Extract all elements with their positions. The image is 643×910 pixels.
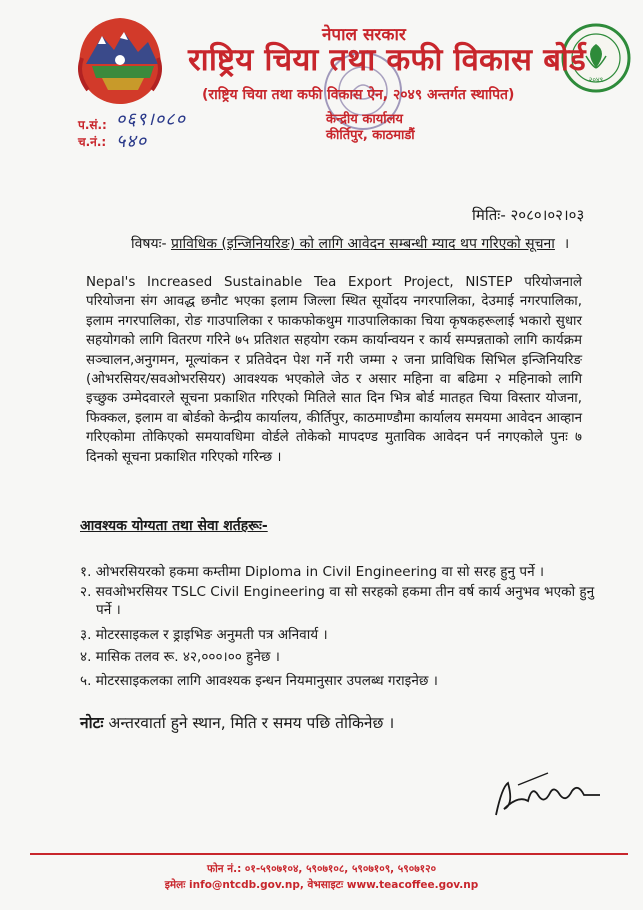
note-label: नोटः: [80, 714, 104, 732]
note-line: [80, 711, 394, 733]
requirement-item: ३. मोटरसाइकल र ड्राइभिङ अनुमती पत्र अनिवार्य ।: [80, 627, 328, 643]
office-name: केन्द्रीय कार्यालय: [326, 112, 403, 127]
office-address: कीर्तिपुर, काठमाडौं: [326, 128, 415, 143]
organization-name: राष्ट्रिय चिया तथा कफी विकास बोर्ड: [188, 42, 586, 78]
footer-phone: फोन नं.: ०१-५९०७१०४, ५९०७१०८, ५९०७१०९, ५९०७१२०: [206, 863, 437, 875]
requirement-item: १. ओभरसियरको हकमा कम्तीमा Diploma in Civil Engineering वा सो सरह हुनु पर्ने ।: [80, 564, 545, 580]
cha-na-value: ५४०: [116, 131, 148, 152]
signature: [488, 765, 606, 825]
government-name: नेपाल सरकार: [322, 25, 406, 45]
requirement-item: ५. मोटरसाइकलका लागि आवश्यक इन्धन नियमानुसार उपलब्ध गराइनेछ ।: [80, 673, 438, 689]
subject-text: प्राविधिक (इन्जिनियरिङ) को लागि आवेदन सम्बन्धी म्याद थप गरिएको सूचना: [170, 236, 555, 252]
subject-line: विषयः- प्राविधिक (इन्जिनियरिङ) को लागि आवेदन सम्बन्धी म्याद थप गरिएको सूचना ।: [131, 236, 570, 252]
requirement-item-continued: पर्ने ।: [96, 602, 121, 618]
establishment-note: (राष्ट्रिय चिया तथा कफी विकास ऐन, २०४९ अन्तर्गत स्थापित): [202, 87, 515, 103]
footer-email-web: इमेलः info@ntcdb.gov.np, वेभसाइटः www.teacoffee.gov.np: [164, 879, 479, 891]
note-text: अन्तरवार्ता हुने स्थान, मिति र समय पछि तोकिनेछ ।: [108, 714, 395, 732]
subject-label: विषयः-: [131, 236, 167, 252]
requirement-item: २. सवओभरसियर TSLC Civil Engineering वा सो सरहको हकमा तीन वर्ष कार्य अनुभव भएको हुनु: [80, 584, 595, 600]
requirement-item: ४. मासिक तलव रू. ४२,०००।०० हुनेछ ।: [80, 649, 280, 665]
pa-sa-value: ०६९।०८०: [116, 109, 186, 130]
requirements-heading: आवश्यक योग्यता तथा सेवा शर्तहरूः-: [80, 518, 268, 534]
pa-sa-label: प.सं.:: [78, 118, 107, 132]
logo-year: २०४९: [588, 76, 604, 84]
nepal-emblem-logo: [72, 14, 168, 106]
cha-na-label: च.नं.:: [78, 135, 107, 149]
footer-divider: [30, 853, 628, 855]
letter-date: मितिः- २०८०।०२।०३: [472, 206, 585, 224]
body-paragraph: Nepal's Increased Sustainable Tea Export Project, NISTEP परियोजनाले परियोजना संग आवद्ध छनौट भएका इलाम जिल्ला स्थित सूर्योदय नगरपालिका, देउमाई नगरपालिका, इलाम नगरपालिका, रोङ गाउपालिका र फाकफोकथुम गाउपालिकाका चिया कृषकहरूलाई भकारो सुधार सहयोगको लागि वितरण गरिने ७५ प्रतिशत सहयोग रकम कार्यान्वयन र कार्य सम्पन्नताको लागि कार्यक्रम सञ्चालन,अनुगमन, मूल्यांकन र प्रतिवेदन पेश गर्ने गरी जम्मा २ जना प्राविधिक सिभिल इन्जिनियरिङ (ओभरसियर/सवओभरसियर) आवश्यक भएकोले जेठ र असार महिना वा बढिमा २ महिनाको लागि इच्छुक उम्मेदवारले सूचना प्रकाशित गरिएको मितिले सात दिन भित्र बोर्ड मातहत चिया विस्तार योजना, फिक्कल, इलाम वा बोर्डको केन्द्रीय कार्यालय, कीर्तिपुर, काठमाण्डौमा कार्यालय समयमा आवेदन आव्हान गरिएकोमा तोकिएको समयावधिमा वोर्डले तोकेको मापदण्ड मुताविक आवेदन पर्न नगएकोले पुनः ७ दिनको सूचना प्रकाशित गरिएको गरिन्छ ।: [86, 275, 582, 465]
